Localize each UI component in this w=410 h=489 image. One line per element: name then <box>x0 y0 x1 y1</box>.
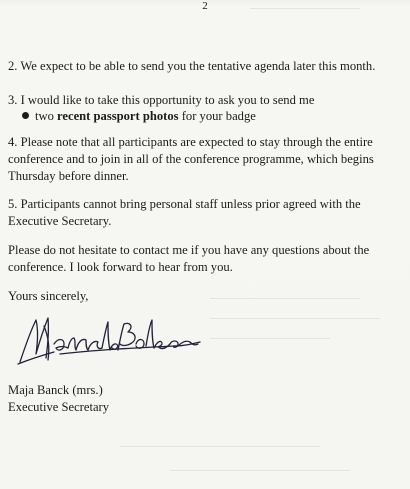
page-number: 2 <box>202 0 208 12</box>
item-5-line-1: 5. Participants cannot bring personal staff unless prior agreed with the <box>8 197 361 211</box>
item-4-line-1: 4. Please note that all participants are expected to stay through the entire <box>8 135 373 149</box>
show-through-line <box>210 338 330 339</box>
closing-line-1: Please do not hesitate to contact me if you have any questions about the <box>8 243 370 257</box>
show-through-line <box>250 8 360 9</box>
item-4-line-3: Thursday before dinner. <box>8 169 129 183</box>
item-3-text: 3. I would like to take this opportunity to ask you to send me <box>8 93 315 107</box>
show-through-line <box>120 446 320 447</box>
bullet-text-pre: two <box>35 109 58 123</box>
signer-name: Maja Banck (mrs.) <box>8 383 103 397</box>
closing-line-2: conference. I look forward to hear from you. <box>8 260 233 274</box>
show-through-line <box>210 318 380 319</box>
bullet-text-post: for your badge <box>178 109 256 123</box>
show-through-line <box>210 298 360 299</box>
bullet-icon <box>22 112 29 119</box>
show-through-line <box>170 470 350 471</box>
handwritten-signature <box>14 310 204 370</box>
item-2-text: 2. We expect to be able to send you the tentative agenda later this month. <box>8 59 376 73</box>
signer-title: Executive Secretary <box>8 400 110 414</box>
item-3-bullet-line <box>22 108 256 125</box>
bullet-text-bold: recent passport photos <box>57 109 179 123</box>
item-5-line-2: Executive Secretary. <box>8 214 112 228</box>
salutation: Yours sincerely, <box>8 289 89 303</box>
item-4-line-2: conference and to join in all of the conference programme, which begins <box>8 152 374 166</box>
